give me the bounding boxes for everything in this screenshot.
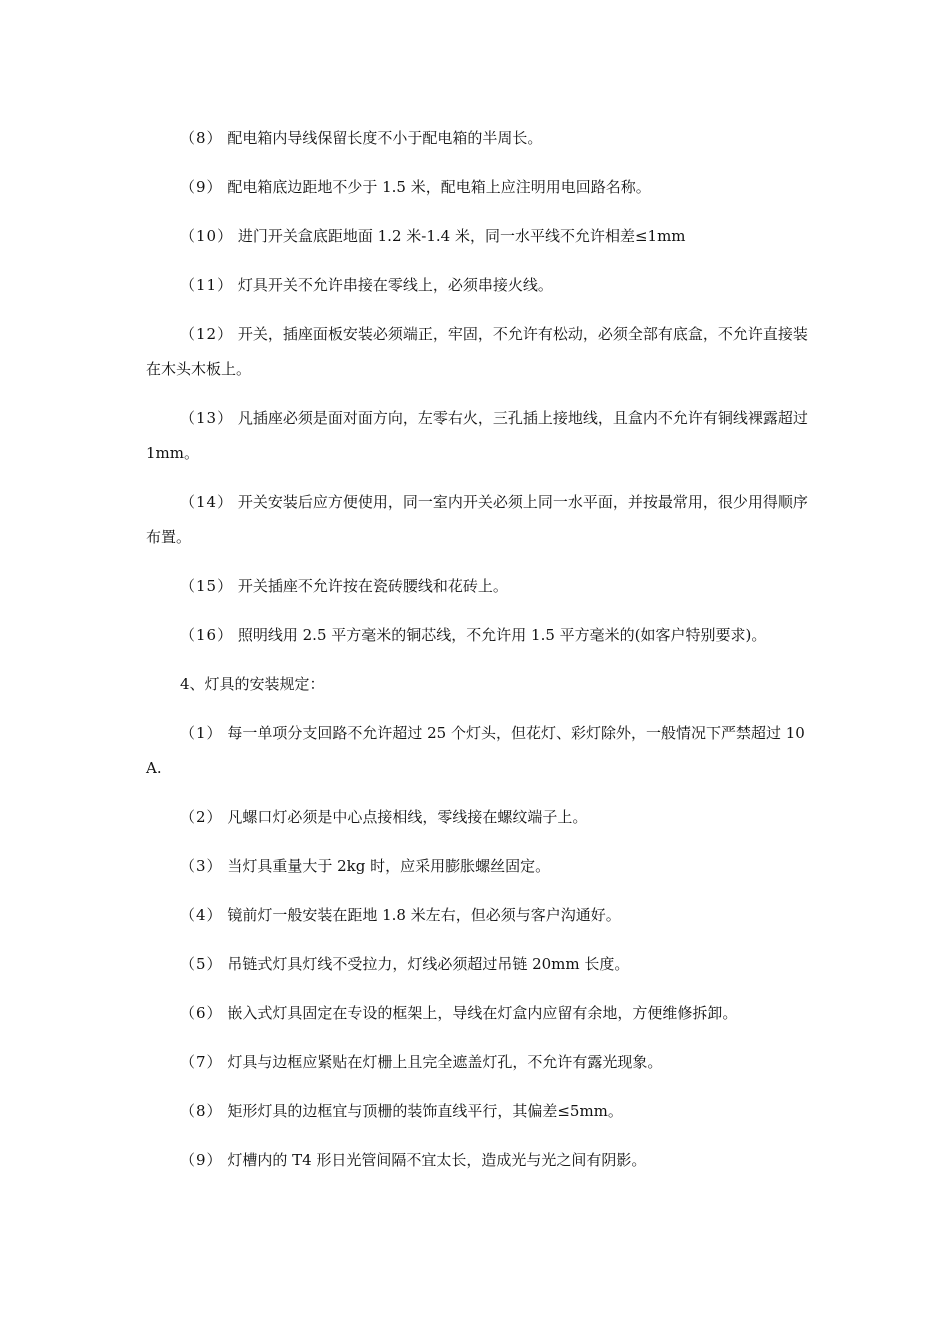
item-number: （9） <box>180 178 223 196</box>
section-heading: 4、灯具的安装规定： <box>180 675 325 693</box>
item-text: 开关，插座面板安装必须端正，牢固，不允许有松动，必须全部有底盒，不允许直接装在木头木板上。 <box>146 325 808 378</box>
paragraph-item-13 <box>146 401 810 471</box>
item-text: 配电箱底边距地不少于 1.5 米，配电箱上应注明用电回路名称。 <box>227 178 651 196</box>
paragraph-item-14 <box>146 485 810 555</box>
paragraph-item-11 <box>146 268 810 303</box>
item-text: 灯具开关不允许串接在零线上，必须串接火线。 <box>237 276 553 294</box>
item-text: 当灯具重量大于 2kg 时，应采用膨胀螺丝固定。 <box>227 857 551 875</box>
item-number: （15） <box>180 577 234 595</box>
lamp-rule-8 <box>146 1094 810 1129</box>
item-text: 凡插座必须是面对面方向，左零右火，三孔插上接地线，且盒内不允许有铜线裸露超过 1mm。 <box>146 409 808 462</box>
paragraph-item-12 <box>146 317 810 387</box>
item-text: 灯槽内的 T4 形日光管间隔不宜太长，造成光与光之间有阴影。 <box>227 1151 647 1169</box>
item-number: （8） <box>180 1102 223 1120</box>
item-text: 吊链式灯具灯线不受拉力，灯线必须超过吊链 20mm 长度。 <box>227 955 630 973</box>
paragraph-item-8 <box>146 121 810 156</box>
item-number: （16） <box>180 626 234 644</box>
item-number: （2） <box>180 808 223 826</box>
lamp-rule-5 <box>146 947 810 982</box>
paragraph-item-9 <box>146 170 810 205</box>
lamp-rule-7 <box>146 1045 810 1080</box>
item-number: （1） <box>180 724 223 742</box>
lamp-rule-1 <box>146 716 810 786</box>
item-text: 进门开关盒底距地面 1.2 米-1.4 米，同一水平线不允许相差≤1mm <box>237 227 686 245</box>
item-number: （12） <box>180 325 234 343</box>
document-body <box>146 121 810 1192</box>
paragraph-item-10 <box>146 219 810 254</box>
item-number: （13） <box>180 409 234 427</box>
lamp-rule-6 <box>146 996 810 1031</box>
item-number: （4） <box>180 906 223 924</box>
lamp-rule-4 <box>146 898 810 933</box>
lamp-rule-2 <box>146 800 810 835</box>
item-text: 凡螺口灯必须是中心点接相线，零线接在螺纹端子上。 <box>227 808 588 826</box>
item-text: 灯具与边框应紧贴在灯栅上且完全遮盖灯孔，不允许有露光现象。 <box>227 1053 663 1071</box>
item-text: 镜前灯一般安装在距地 1.8 米左右，但必须与客户沟通好。 <box>227 906 621 924</box>
lamp-rule-3 <box>146 849 810 884</box>
item-text: 开关安装后应方便使用，同一室内开关必须上同一水平面，并按最常用，很少用得顺序布置。 <box>146 493 808 546</box>
item-number: （7） <box>180 1053 223 1071</box>
paragraph-item-15 <box>146 569 810 604</box>
item-text: 嵌入式灯具固定在专设的框架上，导线在灯盒内应留有余地，方便维修拆卸。 <box>227 1004 738 1022</box>
item-number: （5） <box>180 955 223 973</box>
item-text: 开关插座不允许按在瓷砖腰线和花砖上。 <box>237 577 508 595</box>
lamp-rule-9 <box>146 1143 810 1178</box>
item-number: （10） <box>180 227 234 245</box>
item-number: （6） <box>180 1004 223 1022</box>
item-text: 照明线用 2.5 平方毫米的铜芯线，不允许用 1.5 平方毫米的(如客户特别要求)。 <box>237 626 767 644</box>
item-text: 配电箱内导线保留长度不小于配电箱的半周长。 <box>227 129 543 147</box>
item-number: （11） <box>180 276 234 294</box>
item-number: （3） <box>180 857 223 875</box>
item-text: 矩形灯具的边框宜与顶栅的装饰直线平行，其偏差≤5mm。 <box>227 1102 623 1120</box>
paragraph-item-16 <box>146 618 810 653</box>
item-text: 每一单项分支回路不允许超过 25 个灯头，但花灯、彩灯除外，一般情况下严禁超过 10A. <box>146 724 805 777</box>
item-number: （14） <box>180 493 234 511</box>
item-number: （8） <box>180 129 223 147</box>
item-number: （9） <box>180 1151 223 1169</box>
